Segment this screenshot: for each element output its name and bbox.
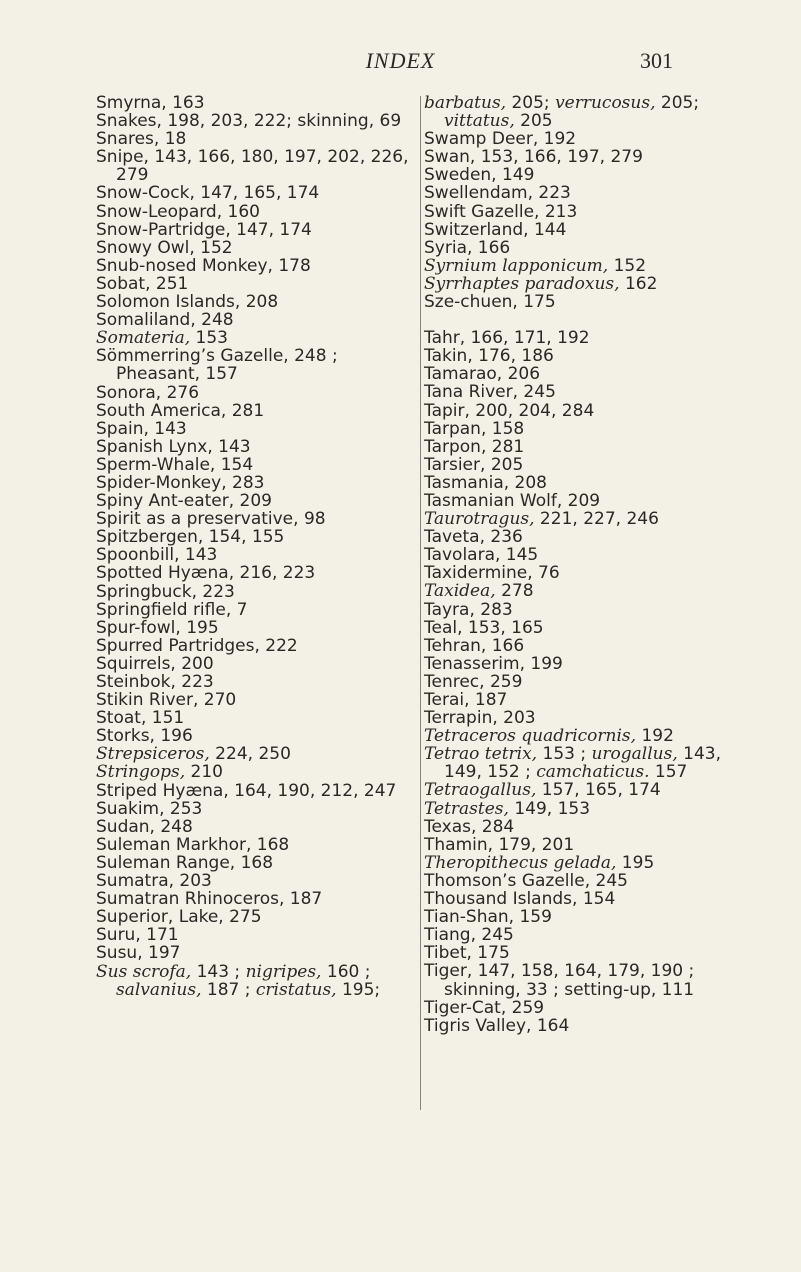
entry-text: Teal, 153, 165 [424,617,544,638]
index-entry [96,148,421,184]
index-entry [96,782,421,800]
index-entry [96,311,421,329]
entry-latin-name: Tetraogallus, [424,780,537,801]
entry-text: Snakes, 198, 203, 222; skinning, 69 [96,111,402,132]
entry-text: 153 [190,328,228,349]
entry-text: Terai, 187 [424,690,508,710]
index-entry [424,383,749,401]
entry-text: South America, 281 [96,400,265,421]
index-entry [424,781,749,799]
index-entry [424,239,749,257]
column-divider [420,96,421,1110]
index-entry [96,528,421,546]
index-entry [96,203,421,221]
index-entry [424,564,749,582]
entry-text: Thomson’s Gazelle, 245 [424,870,628,891]
index-entry [424,601,749,619]
index-entry [424,474,749,492]
entry-text: Suleman Markhor, 168 [96,834,290,855]
entry-text: Tenasserim, 199 [424,653,563,674]
index-entry [424,546,749,564]
index-entry [96,872,421,890]
entry-text: 205 [514,111,553,132]
index-entry [424,944,749,962]
index-entry [424,438,749,456]
index-entry [424,184,749,202]
entry-text: 224, 250 [209,744,291,765]
entry-text: Texas, 284 [424,816,515,837]
index-entry [424,203,749,221]
index-entry [96,510,421,528]
index-entry [96,221,421,239]
index-entry [96,546,421,564]
entry-text: Sumatran Rhinoceros, 187 [96,889,323,910]
index-entry [424,745,749,781]
entry-text: 221, 227, 246 [534,509,659,530]
index-entry [96,745,421,763]
entry-latin-name: cristatus, [255,979,337,1000]
index-entry [424,854,749,872]
entry-text: Snow-Leopard, 160 [96,201,260,222]
index-entry [424,257,749,275]
entry-text: 157 [649,762,688,783]
index-entry [424,709,749,727]
entry-text: Striped Hyæna, 164, 190, 212, 247 [96,780,397,801]
entry-text: Snipe, 143, 166, 180, 197, 202, 226, 279 [96,147,409,186]
entry-text: Sweden, 149 [424,165,535,186]
entry-text: Tamarao, 206 [424,364,541,385]
index-entry [96,402,421,420]
entry-text: Somaliland, 248 [96,310,234,331]
entry-text: Tasmania, 208 [424,472,547,493]
running-title: INDEX [365,48,436,73]
entry-latin-name: vittatus, [444,111,515,132]
entry-text: Spur-fowl, 195 [96,617,219,638]
index-entry [96,637,421,655]
entry-text: 149, 153 [508,798,591,819]
entry-text: Spirit as a preservative, 98 [96,509,326,530]
index-entry [96,601,421,619]
entry-text: Suakim, 253 [96,798,203,819]
entry-text: Squirrels, 200 [96,653,214,674]
entry-text: Snares, 18 [96,129,187,150]
index-entry [424,619,749,637]
entry-text: Tasmanian Wolf, 209 [424,490,601,511]
index-entry [96,709,421,727]
index-entry [424,926,749,944]
index-entry [424,94,749,130]
entry-text: Sobat, 251 [96,273,189,294]
entry-text: 278 [495,581,534,602]
index-entry [424,420,749,438]
entry-latin-name: Sus scrofa, [96,961,192,982]
index-entry [96,854,421,872]
entry-text: 195 [616,852,655,873]
entry-latin-name: urogallus, [591,744,678,765]
index-entry [96,94,421,112]
index-entry [424,1017,749,1035]
entry-text: Suru, 171 [96,925,179,946]
entry-latin-name: Taurotragus, [424,509,535,530]
entry-text: Swellendam, 223 [424,183,571,204]
entry-text: Springfield rifle, 7 [96,599,248,620]
index-entry [96,112,421,130]
index-entry [96,474,421,492]
entry-latin-name: Taxidea, [424,581,496,602]
page-number: 301 [640,48,673,73]
entry-latin-name: Theropithecus gelada, [424,852,617,873]
index-entry [424,818,749,836]
entry-latin-name: Stringops, [96,762,186,783]
entry-text: 143, 149, 152 ; [444,744,722,783]
index-column-left [96,94,421,999]
index-entry [424,637,749,655]
index-entry [424,365,749,383]
page-header [0,48,801,78]
index-entry [424,691,749,709]
entry-text: Storks, 196 [96,726,193,747]
entry-text: Taxidermine, 76 [424,563,560,584]
entry-text: 153 ; [537,744,592,765]
index-entry [96,456,421,474]
entry-latin-name: Somateria, [96,328,191,349]
entry-text: 162 [619,273,658,294]
entry-text: Solomon Islands, 208 [96,292,279,313]
index-entry [96,438,421,456]
entry-text: Tarpon, 281 [424,436,525,457]
index-entry [96,836,421,854]
index-entry [96,257,421,275]
entry-text: Tayra, 283 [424,599,513,620]
entry-text: Tigris Valley, 164 [424,1015,570,1036]
index-entry [96,329,421,347]
entry-text: Tarsier, 205 [424,454,524,475]
index-entry [96,239,421,257]
entry-text: Snowy Owl, 152 [96,237,233,258]
entry-text: 195; [336,979,381,1000]
entry-text: Switzerland, 144 [424,219,567,240]
index-entry [424,456,749,474]
entry-text: Spanish Lynx, 143 [96,436,251,457]
index-entry [424,890,749,908]
entry-text: Tana River, 245 [424,382,556,403]
entry-text: Syria, 166 [424,237,511,258]
entry-text: Takin, 176, 186 [424,346,554,367]
index-entry [96,926,421,944]
index-entry [96,420,421,438]
entry-text: 152 [608,255,647,276]
index-entry [424,221,749,239]
entry-text: Thousand Islands, 154 [424,889,616,910]
entry-latin-name: Tetrao tetrix, [424,744,538,765]
entry-text: 157, 165, 174 [536,780,661,801]
entry-text: Sömmerring’s Gazelle, 248 ; Pheasant, 157 [96,346,338,385]
entry-latin-name: barbatus, [424,93,507,113]
entry-text: Tiger-Cat, 259 [424,997,545,1018]
index-entry [424,347,749,365]
entry-text: 192 [636,726,674,747]
entry-latin-name: Syrrhaptes paradoxus, [424,273,620,294]
index-entry [96,963,421,999]
index-entry [96,890,421,908]
entry-latin-name: Syrnium lapponicum, [424,255,609,276]
entry-text: Spain, 143 [96,418,187,439]
entry-text: Swift Gazelle, 213 [424,201,578,222]
entry-text: Tenrec, 259 [424,671,523,692]
entry-latin-name: verrucosus, [555,93,656,113]
letter-section-gap [424,311,749,329]
entry-text: Swan, 153, 166, 197, 279 [424,147,643,168]
entry-text: Tiger, 147, 158, 164, 179, 190 ; skinning, 33 ; setting-up, 111 [424,961,695,1000]
entry-latin-name: Tetraceros quadricornis, [424,726,637,747]
index-entry [424,402,749,420]
entry-text: 160 ; [321,961,371,982]
index-entry [96,818,421,836]
index-entry [424,962,749,998]
index-entry [96,492,421,510]
index-entry [424,727,749,745]
index-entry [96,944,421,962]
entry-text: Suleman Range, 168 [96,852,274,873]
entry-latin-name: Tetrastes, [424,798,509,819]
entry-text: 205; [506,93,556,113]
index-entry [424,673,749,691]
index-entry [96,763,421,781]
entry-text: Tarpan, 158 [424,418,525,439]
entry-text: Taveta, 236 [424,527,523,548]
index-entry [424,329,749,347]
index-entry [424,492,749,510]
entry-text: Swamp Deer, 192 [424,129,577,150]
entry-text: Terrapin, 203 [424,708,536,729]
entry-text: Spurred Partridges, 222 [96,635,298,656]
index-entry [96,347,421,383]
entry-text: Sumatra, 203 [96,871,212,892]
index-entry [424,582,749,600]
entry-latin-name: camchaticus. [536,762,650,783]
entry-text: Tehran, 166 [424,635,525,656]
index-entry [96,583,421,601]
entry-text: Snow-Cock, 147, 165, 174 [96,183,320,204]
index-entry [424,166,749,184]
entry-text: 187 ; [201,979,256,1000]
entry-text: Spitzbergen, 154, 155 [96,527,285,548]
index-entry [424,148,749,166]
index-entry [96,619,421,637]
entry-text: Superior, Lake, 275 [96,907,262,928]
entry-text: Smyrna, 163 [96,93,205,113]
index-entry [96,130,421,148]
index-entry [424,528,749,546]
entry-latin-name: nigripes, [245,961,322,982]
entry-text: Tapir, 200, 204, 284 [424,400,595,421]
index-entry [424,275,749,293]
index-entry [424,655,749,673]
entry-text: Snub-nosed Monkey, 178 [96,255,311,276]
entry-text: Snow-Partridge, 147, 174 [96,219,312,240]
entry-text: Tiang, 245 [424,925,514,946]
index-entry [424,999,749,1017]
index-entry [424,293,749,311]
index-entry [424,130,749,148]
index-entry [424,872,749,890]
entry-text: Susu, 197 [96,943,181,964]
entry-text: Sonora, 276 [96,382,200,403]
index-entry [424,510,749,528]
entry-latin-name: Strepsiceros, [96,744,210,765]
entry-text: 143 ; [191,961,246,982]
index-entry [96,727,421,745]
entry-text: Tavolara, 145 [424,545,539,566]
entry-text: Stikin River, 270 [96,690,237,711]
entry-text: Sze-chuen, 175 [424,292,556,313]
index-entry [424,908,749,926]
entry-text: Thamin, 179, 201 [424,834,575,855]
index-entry [96,655,421,673]
index-entry [96,293,421,311]
entry-text: Sperm-Whale, 154 [96,454,254,475]
entry-text: Stoat, 151 [96,708,185,729]
entry-text: Sudan, 248 [96,816,193,837]
entry-text: Springbuck, 223 [96,581,235,602]
entry-text: Tian-Shan, 159 [424,907,552,928]
index-entry [96,800,421,818]
index-entry [96,275,421,293]
entry-text: Spoonbill, 143 [96,545,218,566]
entry-text: Spiny Ant-eater, 209 [96,491,272,512]
index-entry [96,184,421,202]
index-entry [96,673,421,691]
entry-latin-name: salvanius, [116,979,202,1000]
entry-text: Spider-Monkey, 283 [96,472,265,493]
index-entry [96,384,421,402]
entry-text: Steinbok, 223 [96,672,214,692]
entry-text: Tahr, 166, 171, 192 [424,328,590,349]
entry-text: Tibet, 175 [424,943,510,964]
entry-text: 205; [655,93,700,113]
index-entry [96,564,421,582]
entry-text: 210 [185,762,223,783]
entry-text: Spotted Hyæna, 216, 223 [96,563,316,584]
index-entry [96,908,421,926]
index-entry [424,836,749,854]
index-entry [424,800,749,818]
index-column-right [424,94,749,1035]
index-entry [96,691,421,709]
